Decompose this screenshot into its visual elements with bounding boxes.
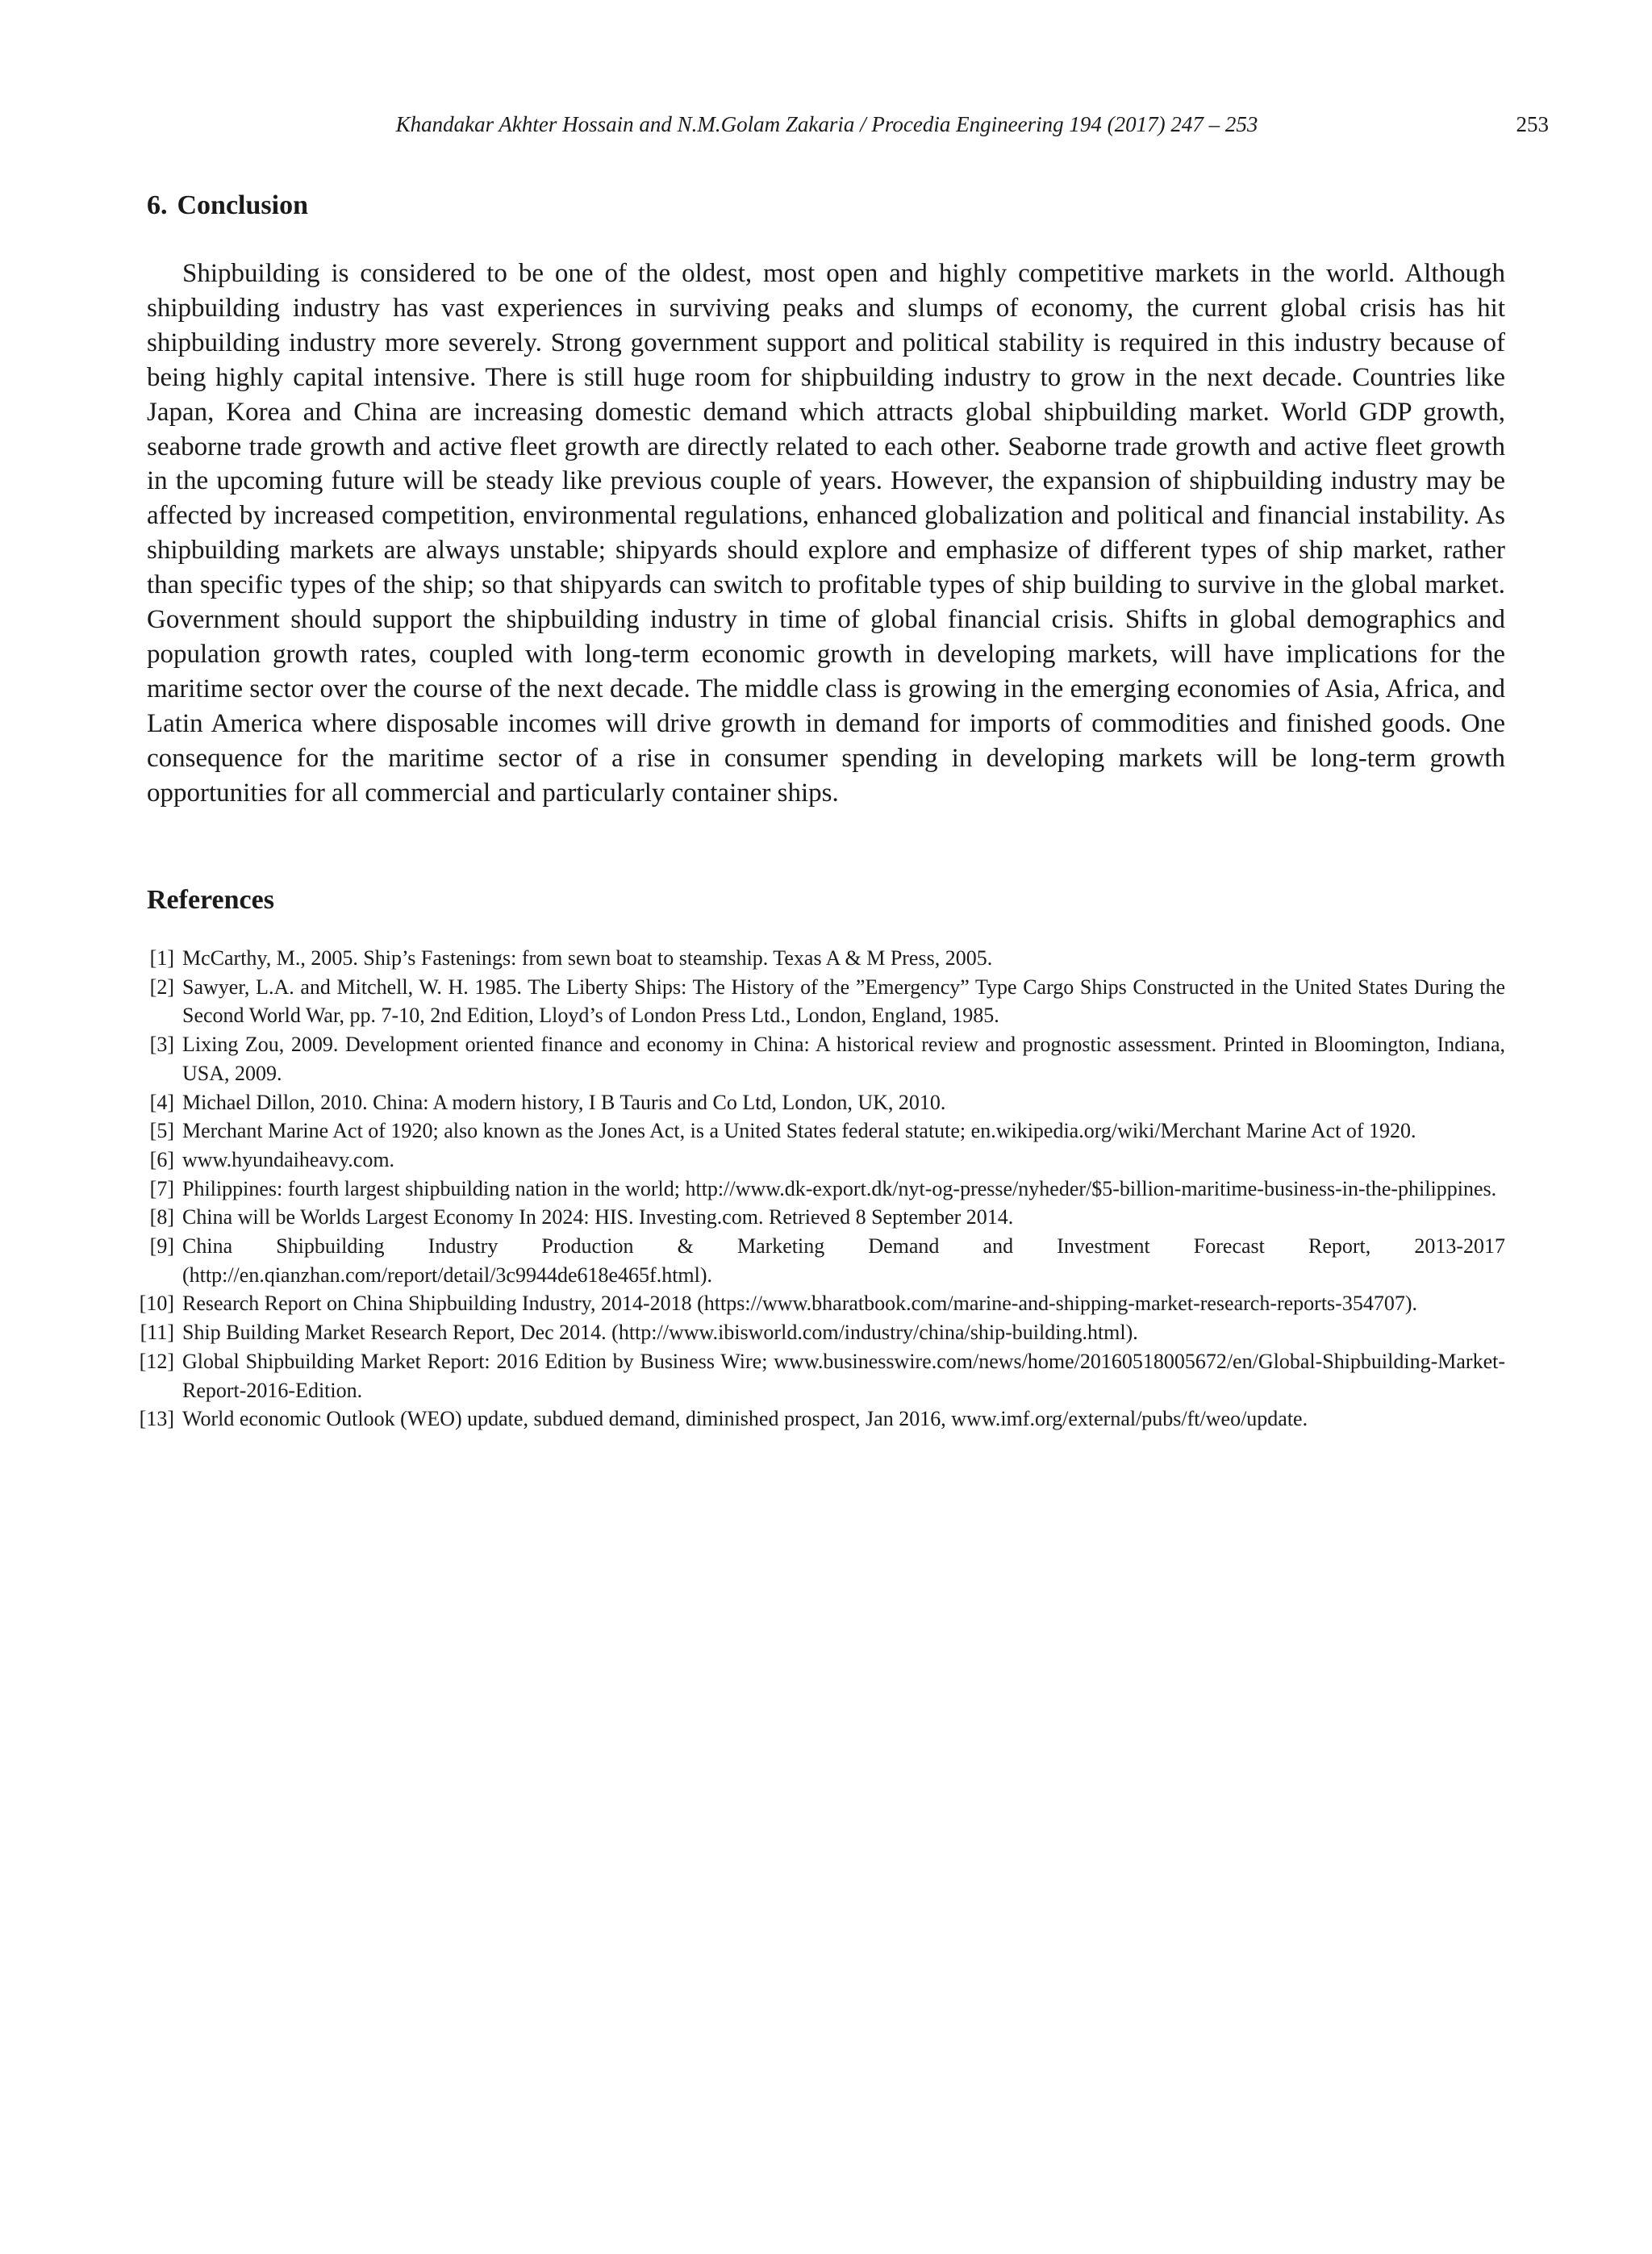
reference-item <box>129 1347 1505 1405</box>
reference-item <box>129 944 1505 973</box>
references-heading: References <box>147 885 274 915</box>
reference-item <box>129 1088 1505 1117</box>
reference-list <box>129 944 1505 1434</box>
reference-text: Global Shipbuilding Market Report: 2016 Edition by Business Wire; www.businesswire.com/news/home/20160518005672/en/Global-Shipbuilding-Market-Report-2016-Edition. <box>182 1349 1505 1402</box>
reference-number: [13] <box>139 1407 174 1431</box>
reference-number: [11] <box>140 1321 174 1345</box>
reference-number: [4] <box>149 1090 174 1114</box>
reference-item <box>129 1203 1505 1232</box>
page-number: 253 <box>1516 112 1549 136</box>
reference-item <box>129 1232 1505 1289</box>
reference-number: [6] <box>149 1147 174 1171</box>
reference-item <box>129 973 1505 1030</box>
reference-number: [7] <box>149 1176 174 1200</box>
running-header: Khandakar Akhter Hossain and N.M.Golam Zakaria / Procedia Engineering 194 (2017) 247 – 253 <box>395 112 1258 136</box>
reference-number: [12] <box>139 1349 174 1373</box>
reference-number: [5] <box>149 1119 174 1143</box>
reference-text: Michael Dillon, 2010. China: A modern history, I B Tauris and Co Ltd, London, UK, 2010. <box>182 1090 946 1114</box>
section-heading-conclusion <box>147 188 308 223</box>
reference-item <box>129 1175 1505 1204</box>
section-number: 6. <box>147 190 168 220</box>
reference-text: www.hyundaiheavy.com. <box>182 1147 395 1171</box>
reference-number: [8] <box>149 1205 174 1229</box>
reference-text: Merchant Marine Act of 1920; also known as the Jones Act, is a United States federal statute; en.wikipedia.org/wiki/Merchant Marine Act of 1920. <box>182 1119 1416 1143</box>
reference-text: Philippines: fourth largest shipbuilding nation in the world; http://www.dk-export.dk/nyt-og-presse/nyheder/$5-billion-maritime-business-in-the-philippines. <box>182 1176 1497 1200</box>
reference-text: Sawyer, L.A. and Mitchell, W. H. 1985. The Liberty Ships: The History of the ”Emergency” Type Cargo Ships Constructed in the United States During the Second World War, pp. 7-10, 2nd Edition, Lloyd’s of London Press Ltd., London, England, 1985. <box>182 975 1505 1028</box>
reference-number: [1] <box>149 946 174 970</box>
conclusion-paragraph: Shipbuilding is considered to be one of the oldest, most open and highly competitive markets in the world. Although shipbuilding industry has vast experiences in surviving peaks and slumps of economy, the current global crisis has hit shipbuilding industry more severely. Strong government support and political stability is required in this industry because of being highly capital intensive. There is still huge room for shipbuilding industry to grow in the next decade. Countries like Japan, Korea and China are increasing domestic demand which attracts global shipbuilding market. World GDP growth, seaborne trade growth and active fleet growth are directly related to each other. Seaborne trade growth and active fleet growth in the upcoming future will be steady like previous couple of years. However, the expansion of shipbuilding industry may be affected by increased competition, environmental regulations, enhanced globalization and political and financial instability. As shipbuilding markets are always unstable; shipyards should explore and emphasize of different types of ship market, rather than specific types of the ship; so that shipyards can switch to profitable types of ship building to survive in the global market. Government should support the shipbuilding industry in time of global financial crisis. Shifts in global demographics and population growth rates, coupled with long-term economic growth in developing markets, will have implications for the maritime sector over the course of the next decade. The middle class is growing in the emerging economies of Asia, Africa, and Latin America where disposable incomes will drive growth in demand for imports of commodities and finished goods. One consequence for the maritime sector of a rise in consumer spending in developing markets will be long-term growth opportunities for all commercial and particularly container ships. <box>147 259 1505 808</box>
reference-item <box>129 1117 1505 1146</box>
reference-text: McCarthy, M., 2005. Ship’s Fastenings: from sewn boat to steamship. Texas A & M Press, 2005. <box>182 946 993 970</box>
reference-number: [3] <box>149 1033 174 1057</box>
reference-item <box>129 1030 1505 1087</box>
section-title: Conclusion <box>177 190 308 220</box>
reference-number: [2] <box>149 975 174 999</box>
reference-text: China will be Worlds Largest Economy In 2024: HIS. Investing.com. Retrieved 8 September 2014. <box>182 1205 1014 1229</box>
reference-item <box>129 1289 1505 1318</box>
reference-item <box>129 1146 1505 1175</box>
reference-text: Ship Building Market Research Report, Dec 2014. (http://www.ibisworld.com/industry/china/ship-building.html). <box>182 1321 1138 1345</box>
reference-text: China Shipbuilding Industry Production & Marketing Demand and Investment Forecast Report, 2013-2017 (http://en.qianzhan.com/report/detail/3c9944de618e465f.html). <box>182 1234 1505 1287</box>
reference-item <box>129 1405 1505 1434</box>
reference-item <box>129 1318 1505 1347</box>
reference-number: [9] <box>149 1234 174 1258</box>
reference-text: Research Report on China Shipbuilding Industry, 2014-2018 (https://www.bharatbook.com/marine-and-shipping-market-research-reports-354707). <box>182 1292 1417 1316</box>
reference-number: [10] <box>139 1292 174 1316</box>
reference-text: World economic Outlook (WEO) update, subdued demand, diminished prospect, Jan 2016, www.imf.org/external/pubs/ft/weo/update. <box>182 1407 1308 1431</box>
reference-text: Lixing Zou, 2009. Development oriented finance and economy in China: A historical review and prognostic assessment. Printed in Bloomington, Indiana, USA, 2009. <box>182 1033 1505 1085</box>
